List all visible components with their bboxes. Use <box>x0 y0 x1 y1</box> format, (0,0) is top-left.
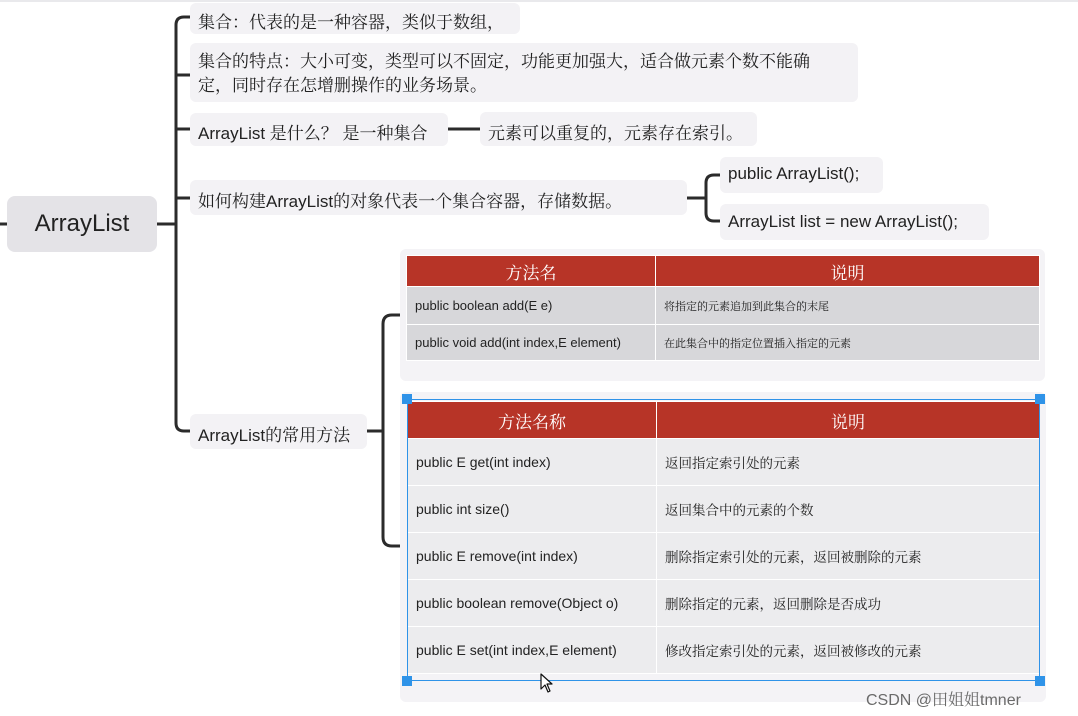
node-construct-option1-text: public ArrayList(); <box>728 164 860 183</box>
node-construct-option1[interactable] <box>720 157 883 193</box>
table-cell-method: public int size() <box>408 486 657 533</box>
node-what-is-text: ArrayList 是什么？ 是一种集合 <box>198 124 428 143</box>
node-common-methods-text: ArrayList的常用方法 <box>198 426 351 445</box>
table-cell-description: 删除指定索引处的元素，返回被删除的元素 <box>657 533 1040 580</box>
node-definition-text: 集合：代表的是一种容器，类似于数组， <box>198 13 504 32</box>
resize-handle-top-left[interactable] <box>402 394 412 404</box>
node-what-is-detail[interactable] <box>480 112 757 146</box>
node-construct-option2[interactable] <box>720 204 989 240</box>
table-header-cell: 方法名 <box>407 256 656 287</box>
table-row <box>408 580 1040 627</box>
table-cell-description: 删除指定的元素，返回删除是否成功 <box>657 580 1040 627</box>
node-features-line2: 定，同时存在怎增删操作的业务场景。 <box>198 76 487 95</box>
table-row <box>408 439 1040 486</box>
node-what-is[interactable] <box>190 113 448 146</box>
watermark: CSDN @田姐姐tmner <box>866 692 1021 709</box>
table-row <box>408 486 1040 533</box>
resize-handle-bottom-left[interactable] <box>402 676 412 686</box>
resize-handle-top-right[interactable] <box>1035 394 1045 404</box>
table-cell-method: public E remove(int index) <box>408 533 657 580</box>
mouse-pointer-icon <box>540 673 554 693</box>
table-row <box>407 287 1040 325</box>
table-header-row <box>408 402 1040 439</box>
table-cell-method: public E get(int index) <box>408 439 657 486</box>
add-methods-table[interactable] <box>406 255 1040 361</box>
table-header-cell: 说明 <box>657 402 1040 439</box>
resize-handle-bottom-right[interactable] <box>1035 676 1045 686</box>
node-construct[interactable] <box>190 180 687 215</box>
table-cell-description: 修改指定索引处的元素，返回被修改的元素 <box>657 627 1040 674</box>
table-cell-description: 将指定的元素追加到此集合的末尾 <box>656 287 1040 325</box>
table-cell-method: public boolean remove(Object o) <box>408 580 657 627</box>
table-cell-description: 返回指定索引处的元素 <box>657 439 1040 486</box>
table-row <box>408 533 1040 580</box>
common-methods-table[interactable] <box>407 401 1040 674</box>
table-header-cell: 方法名称 <box>408 402 657 439</box>
table-cell-description: 在此集合中的指定位置插入指定的元素 <box>656 325 1040 361</box>
node-features-line1: 集合的特点：大小可变，类型可以不固定，功能更加强大，适合做元素个数不能确 <box>198 52 810 71</box>
table-cell-method: public boolean add(E e) <box>407 287 656 325</box>
table-row <box>407 325 1040 361</box>
root-node-arraylist[interactable] <box>7 196 157 252</box>
node-definition[interactable] <box>190 3 520 34</box>
node-construct-option2-text: ArrayList list = new ArrayList(); <box>728 212 959 231</box>
table-cell-description: 返回集合中的元素的个数 <box>657 486 1040 533</box>
table-header-cell: 说明 <box>656 256 1040 287</box>
root-label: ArrayList <box>34 210 130 237</box>
table-row <box>408 627 1040 674</box>
node-common-methods[interactable] <box>190 414 367 449</box>
table-cell-method: public void add(int index,E element) <box>407 325 656 361</box>
node-construct-text: 如何构建ArrayList的对象代表一个集合容器，存储数据。 <box>198 192 623 211</box>
table-cell-method: public E set(int index,E element) <box>408 627 657 674</box>
node-features[interactable] <box>190 43 858 102</box>
table-header-row <box>407 256 1040 287</box>
node-what-is-detail-text: 元素可以重复的，元素存在索引。 <box>488 124 743 143</box>
